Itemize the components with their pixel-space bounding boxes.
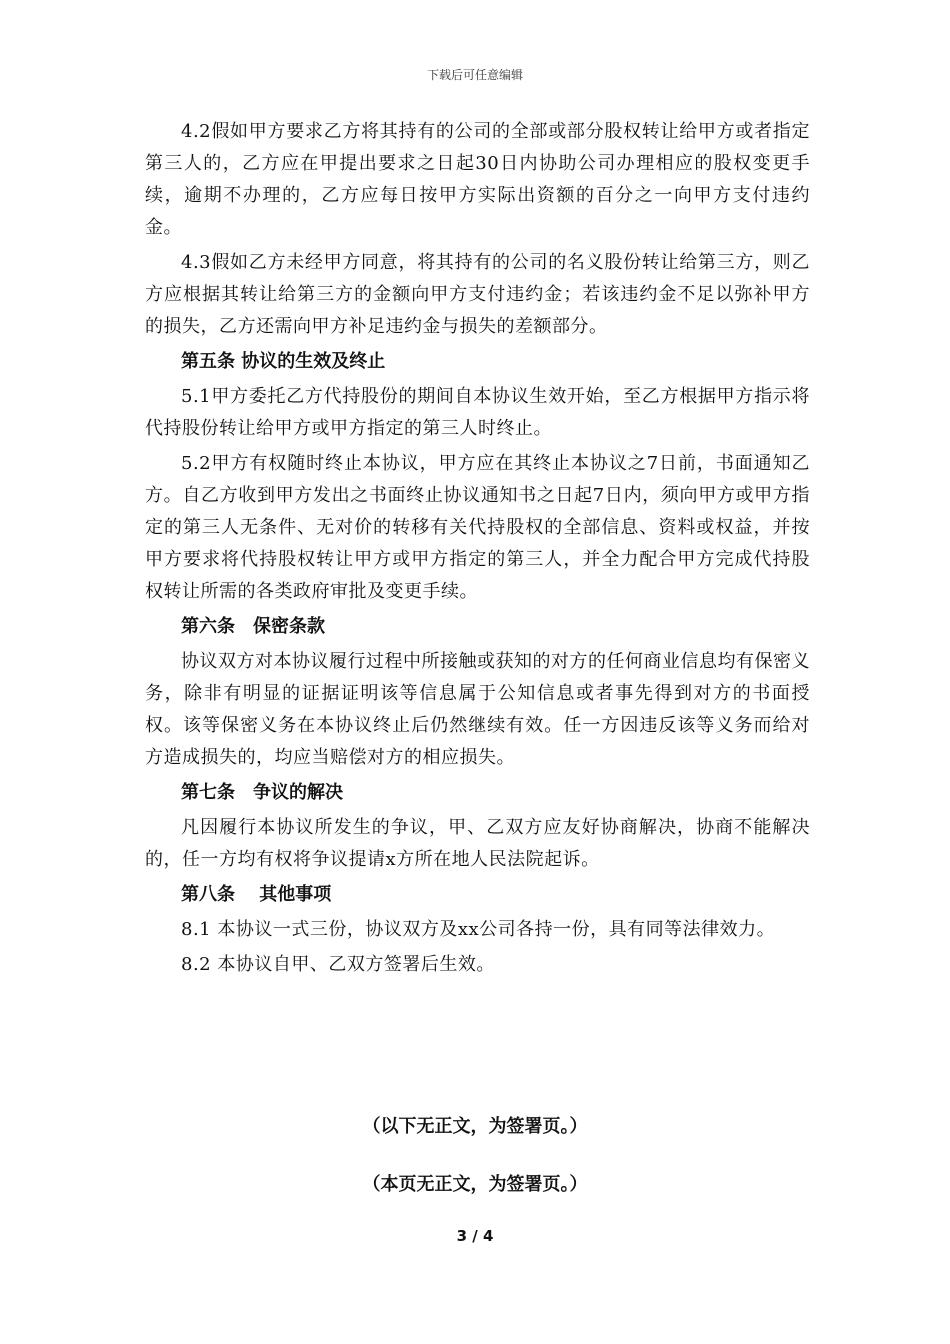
clause-8-1: 8.1 本协议一式三份，协议双方及xx公司各持一份，具有同等法律效力。: [181, 919, 776, 940]
clause-8-2: 8.2 本协议自甲、乙双方签署后生效。: [181, 954, 495, 975]
article-7-heading: 第七条 争议的解决: [181, 782, 343, 803]
no-text-note-1: （以下无正文，为签署页。）: [362, 1116, 588, 1137]
clause-5-1: 5.1甲方委托乙方代持股份的期间自本协议生效开始，至乙方根据甲方指示将代持股份转让给甲方或甲方指定的第三人时终止。: [145, 386, 810, 439]
clause-5-2: 5.2甲方有权随时终止本协议，甲方应在其终止本协议之7日前，书面通知乙方。自乙方收到甲方发出之书面终止协议通知书之日起7日内，须向甲方或甲方指定的第三人无条件、无对价的转移有关代持股权的全部信息、资料或权益，并按甲方要求将代持股权转让甲方或甲方指定的第三人，并全力配合甲方完成代持股权转让所需的各类政府审批及变更手续。: [145, 453, 810, 602]
clause-4-3: 4.3假如乙方未经甲方同意，将其持有的公司的名义股份转让给第三方，则乙方应根据其转让给第三方的金额向甲方支付违约金；若该违约金不足以弥补甲方的损失，乙方还需向甲方补足违约金与损失的差额部分。: [145, 252, 810, 337]
article-5-heading: 第五条 协议的生效及终止: [181, 351, 386, 372]
article-6-heading: 第六条 保密条款: [181, 616, 325, 637]
article-6-text: 协议双方对本协议履行过程中所接触或获知的对方的任何商业信息均有保密义务，除非有明显的证据证明该等信息属于公知信息或者事先得到对方的书面授权。该等保密义务在本协议终止后仍然继续有效。任一方因违反该等义务而给对方造成损失的，均应当赔偿对方的相应损失。: [145, 651, 810, 768]
page-number: 3 / 4: [456, 1227, 494, 1245]
article-8-heading: 第八条 其他事项: [181, 884, 332, 905]
no-text-note-2: （本页无正文，为签署页。）: [362, 1174, 588, 1195]
page-header: 下载后可任意编辑: [426, 68, 523, 82]
document-body: [145, 116, 810, 984]
article-7-text: 凡因履行本协议所发生的争议，甲、乙双方应友好协商解决，协商不能解决的，任一方均有权将争议提请x方所在地人民法院起诉。: [145, 817, 810, 870]
clause-4-2: 4.2假如甲方要求乙方将其持有的公司的全部或部分股权转让给甲方或者指定第三人的，乙方应在甲提出要求之日起30日内协助公司办理相应的股权变更手续，逾期不办理的，乙方应每日按甲方实际出资额的百分之一向甲方支付违约金。: [145, 121, 810, 238]
